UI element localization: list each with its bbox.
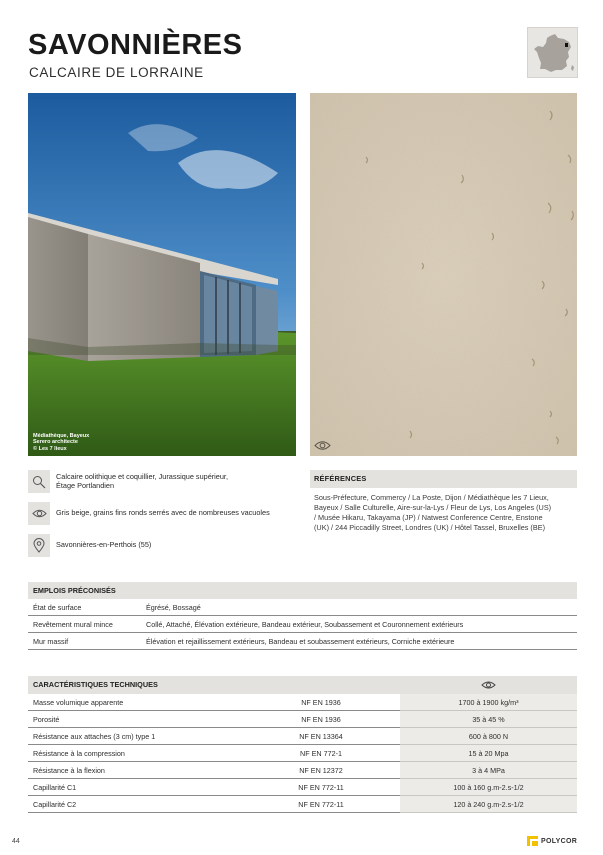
uses-value: Égrésé, Bossagé bbox=[146, 603, 201, 612]
uses-heading: EMPLOIS PRÉCONISÉS bbox=[28, 582, 577, 599]
tech-label: Masse volumique apparente bbox=[28, 694, 242, 711]
tech-table bbox=[28, 676, 577, 813]
tech-norm: NF EN 12372 bbox=[242, 762, 400, 779]
location-pin-icon bbox=[28, 534, 50, 557]
france-map bbox=[527, 27, 578, 78]
references-section bbox=[310, 470, 577, 533]
page-subtitle: CALCAIRE DE LORRAINE bbox=[29, 65, 204, 80]
eye-icon bbox=[28, 502, 50, 525]
property-text: Gris beige, grains fins ronds serrés avec de nombreuses vacuoles bbox=[56, 508, 270, 518]
building-photo bbox=[28, 93, 296, 456]
tech-label: Résistance à la flexion bbox=[28, 762, 242, 779]
uses-label: État de surface bbox=[33, 603, 82, 612]
brand-logo bbox=[527, 836, 577, 846]
polycor-logo-icon bbox=[527, 836, 538, 846]
property-text: Savonnières-en-Perthois (55) bbox=[56, 540, 152, 550]
tech-label: Résistance à la compression bbox=[28, 745, 242, 762]
table-row bbox=[28, 728, 577, 745]
uses-label: Revêtement mural mince bbox=[33, 620, 113, 629]
table-row bbox=[28, 694, 577, 711]
tech-value: 3 à 4 MPa bbox=[400, 762, 577, 779]
tech-value: 15 à 20 Mpa bbox=[400, 745, 577, 762]
uses-label: Mur massif bbox=[33, 637, 69, 646]
table-row bbox=[28, 779, 577, 796]
property-geology bbox=[28, 467, 296, 496]
france-map-icon bbox=[528, 28, 579, 79]
page-title: SAVONNIÈRES bbox=[28, 29, 243, 61]
references-line: Sous-Préfecture, Commercy / La Poste, Dijon / Médiathèque les 7 Lieux, bbox=[314, 493, 549, 502]
magnifier-icon bbox=[28, 470, 50, 493]
tech-label: Résistance aux attaches (3 cm) type 1 bbox=[28, 728, 242, 745]
brand-name: POLYCOR bbox=[541, 837, 578, 845]
property-appearance bbox=[28, 499, 296, 528]
eye-icon bbox=[314, 439, 331, 452]
table-row bbox=[28, 796, 577, 813]
tech-norm: NF EN 772-1 bbox=[242, 745, 400, 762]
tech-value: 100 à 160 g.m-2.s-1/2 bbox=[400, 779, 577, 796]
tech-norm: NF EN 772-11 bbox=[242, 796, 400, 813]
references-list bbox=[310, 493, 577, 533]
references-line: (UK) / 244 Piccadilly Street, Londres (UK) / Hôtel Tassel, Bruxelles (BE) bbox=[314, 523, 546, 532]
table-row bbox=[28, 616, 577, 633]
stone-properties bbox=[28, 467, 296, 563]
property-origin bbox=[28, 531, 296, 560]
property-text: Calcaire oolithique et coquillier, Jurassique supérieur, bbox=[56, 472, 228, 482]
tech-norm: NF EN 772-11 bbox=[242, 779, 400, 796]
page-number: 44 bbox=[12, 838, 20, 845]
tech-label: Capillarité C2 bbox=[28, 796, 242, 813]
tech-label: Capillarité C1 bbox=[28, 779, 242, 796]
uses-value: Élévation et rejaillissement extérieurs, Bandeau et soubassement extérieurs, Corniche extérieure bbox=[146, 637, 455, 646]
references-line: / Musée Hikaru, Takayama (JP) / Natwest Conference Centre, Enstone bbox=[314, 513, 543, 522]
stone-sample-photo bbox=[310, 93, 577, 456]
tech-value: 1700 à 1900 kg/m³ bbox=[400, 694, 577, 711]
tech-value: 600 à 800 N bbox=[400, 728, 577, 745]
photo-caption: Médiathèque, Bayeux Serero architecte © Les 7 lieux bbox=[33, 432, 90, 452]
uses-table bbox=[28, 582, 577, 650]
property-text: Étage Portlandien bbox=[56, 480, 115, 490]
eye-icon bbox=[481, 680, 496, 690]
tech-norm: NF EN 1936 bbox=[242, 694, 400, 711]
references-heading: RÉFÉRENCES bbox=[310, 470, 577, 488]
tech-norm: NF EN 1936 bbox=[242, 711, 400, 728]
tech-value: 35 à 45 % bbox=[400, 711, 577, 728]
tech-label: Porosité bbox=[28, 711, 242, 728]
table-row bbox=[28, 599, 577, 616]
tech-norm: NF EN 13364 bbox=[242, 728, 400, 745]
table-row bbox=[28, 745, 577, 762]
table-row bbox=[28, 711, 577, 728]
uses-value: Collé, Attaché, Élévation extérieure, Bandeau extérieur, Soubassement et Couronnement extérieurs bbox=[146, 620, 464, 629]
tech-value: 120 à 240 g.m-2.s-1/2 bbox=[400, 796, 577, 813]
table-row bbox=[28, 633, 577, 650]
references-line: Bayeux / Salle Culturelle, Aire-sur-la-Lys / Fleur de Lys, Los Angeles (US) bbox=[314, 503, 552, 512]
table-row bbox=[28, 762, 577, 779]
tech-heading: CARACTÉRISTIQUES TECHNIQUES bbox=[33, 680, 158, 689]
